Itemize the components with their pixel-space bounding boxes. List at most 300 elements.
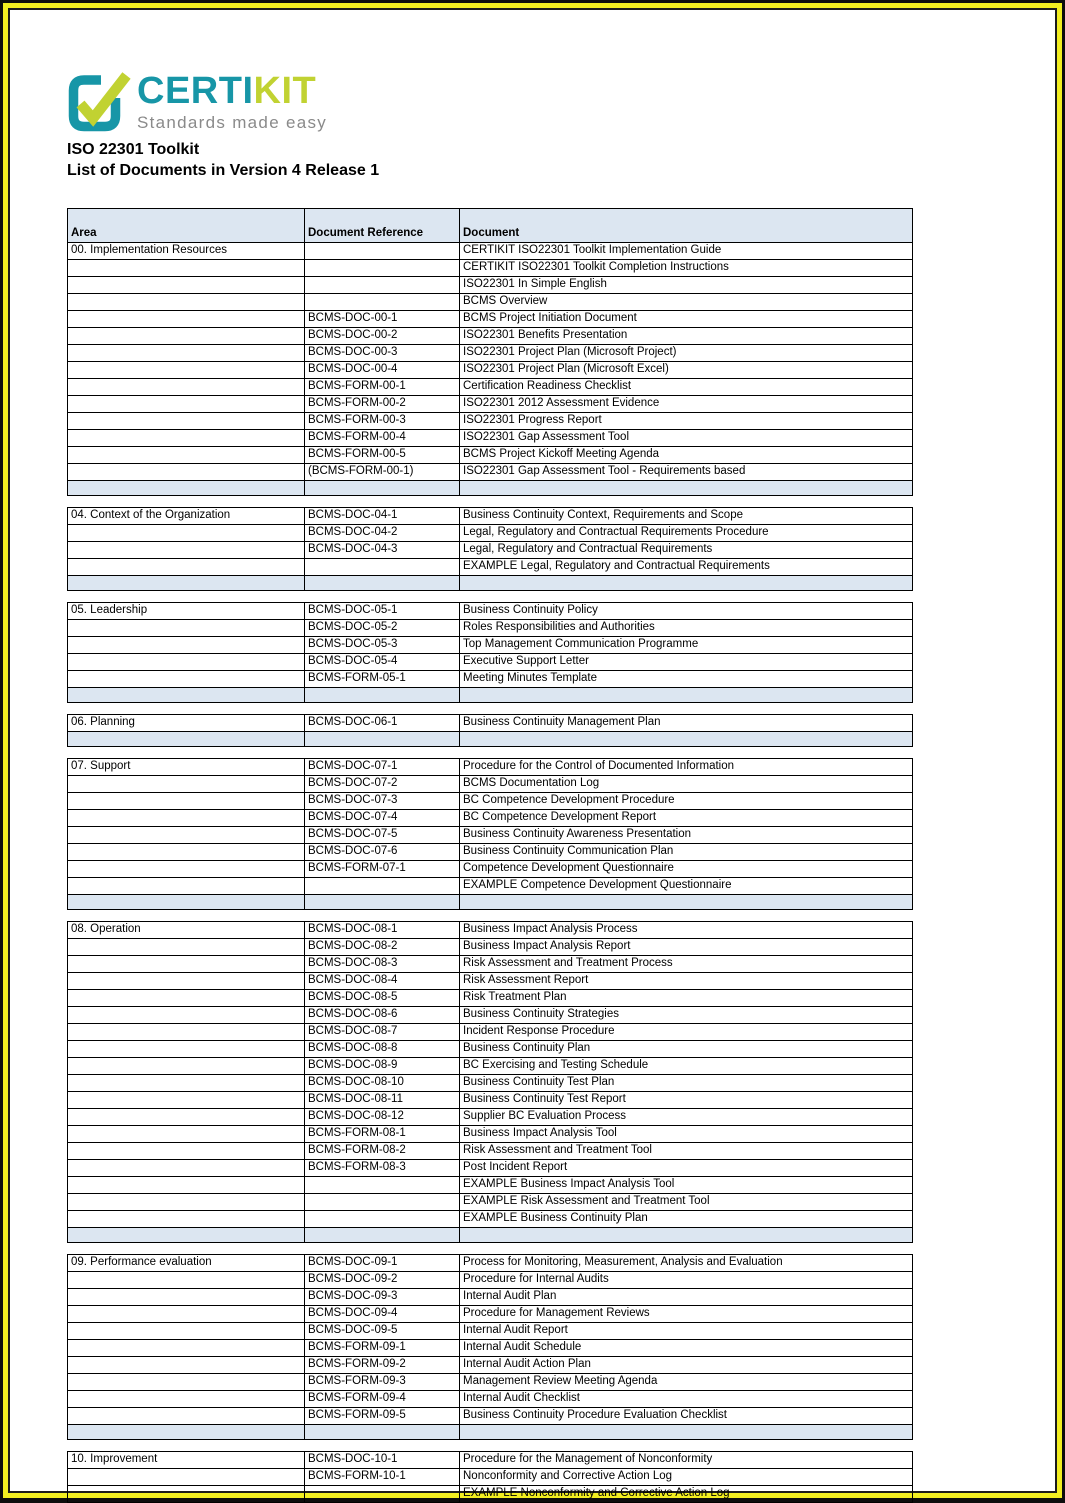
document-reference-cell: BCMS-DOC-07-1	[305, 759, 460, 776]
document-reference-cell: BCMS-DOC-05-4	[305, 654, 460, 671]
document-reference-cell: BCMS-DOC-08-9	[305, 1058, 460, 1075]
document-name-cell: Business Impact Analysis Report	[460, 939, 913, 956]
document-name-cell: Certification Readiness Checklist	[460, 379, 913, 396]
document-name-cell: Management Review Meeting Agenda	[460, 1374, 913, 1391]
area-cell	[68, 311, 305, 328]
document-reference-cell	[305, 260, 460, 277]
area-cell	[68, 1340, 305, 1357]
document-name-cell: Internal Audit Report	[460, 1323, 913, 1340]
document-name-cell: Business Continuity Procedure Evaluation Checklist	[460, 1408, 913, 1425]
table-header-row	[68, 209, 913, 243]
table-row	[68, 1255, 913, 1272]
document-reference-cell: BCMS-DOC-09-4	[305, 1306, 460, 1323]
document-name-cell: Procedure for the Control of Documented Information	[460, 759, 913, 776]
table-row	[68, 525, 913, 542]
table-row	[68, 956, 913, 973]
area-cell	[68, 844, 305, 861]
area-cell: 05. Leadership	[68, 603, 305, 620]
document-name-cell: ISO22301 Progress Report	[460, 413, 913, 430]
table-row	[68, 671, 913, 688]
area-cell	[68, 793, 305, 810]
document-name-cell: Business Impact Analysis Tool	[460, 1126, 913, 1143]
table-row	[68, 1092, 913, 1109]
document-name-cell: Business Continuity Plan	[460, 1041, 913, 1058]
table-row	[68, 1024, 913, 1041]
table-row	[68, 1452, 913, 1469]
area-cell	[68, 1357, 305, 1374]
table-row	[68, 654, 913, 671]
area-cell: 00. Implementation Resources	[68, 243, 305, 260]
area-cell	[68, 430, 305, 447]
table-row	[68, 328, 913, 345]
document-name-cell: ISO22301 In Simple English	[460, 277, 913, 294]
area-cell	[68, 1143, 305, 1160]
document-name-cell: BC Competence Development Procedure	[460, 793, 913, 810]
area-cell: 04. Context of the Organization	[68, 508, 305, 525]
document-name-cell: Internal Audit Action Plan	[460, 1357, 913, 1374]
area-cell	[68, 1160, 305, 1177]
document-reference-cell	[305, 878, 460, 895]
document-reference-cell: BCMS-DOC-04-1	[305, 508, 460, 525]
document-table-section-10	[67, 1451, 913, 1503]
document-name-cell: Procedure for Internal Audits	[460, 1272, 913, 1289]
table-row	[68, 1007, 913, 1024]
area-cell	[68, 447, 305, 464]
document-reference-cell: BCMS-DOC-06-1	[305, 715, 460, 732]
area-cell	[68, 776, 305, 793]
table-row	[68, 1211, 913, 1228]
document-name-cell: ISO22301 Project Plan (Microsoft Excel)	[460, 362, 913, 379]
document-reference-cell: BCMS-DOC-07-5	[305, 827, 460, 844]
table-row	[68, 1469, 913, 1486]
document-name-cell: Incident Response Procedure	[460, 1024, 913, 1041]
table-row	[68, 311, 913, 328]
document-reference-cell: BCMS-DOC-05-1	[305, 603, 460, 620]
document-reference-cell	[305, 1486, 460, 1503]
separator-cell	[68, 576, 305, 591]
area-cell	[68, 990, 305, 1007]
document-name-cell: Executive Support Letter	[460, 654, 913, 671]
table-row	[68, 827, 913, 844]
table-row	[68, 542, 913, 559]
document-reference-cell: BCMS-DOC-08-1	[305, 922, 460, 939]
document-reference-cell: BCMS-DOC-08-5	[305, 990, 460, 1007]
document-name-cell: EXAMPLE Competence Development Questionnaire	[460, 878, 913, 895]
brand-kit: KIT	[253, 70, 317, 112]
area-cell	[68, 260, 305, 277]
document-name-cell: Business Continuity Test Report	[460, 1092, 913, 1109]
table-row	[68, 1160, 913, 1177]
document-table-section-09	[67, 1254, 913, 1440]
document-reference-cell: BCMS-FORM-00-4	[305, 430, 460, 447]
table-row	[68, 1357, 913, 1374]
area-cell	[68, 939, 305, 956]
brand-certi: CERTI	[137, 70, 254, 112]
table-row	[68, 260, 913, 277]
document-name-cell: Internal Audit Checklist	[460, 1391, 913, 1408]
table-row	[68, 447, 913, 464]
area-cell	[68, 671, 305, 688]
area-cell	[68, 810, 305, 827]
area-cell	[68, 1323, 305, 1340]
table-row	[68, 430, 913, 447]
document-reference-cell: BCMS-DOC-07-6	[305, 844, 460, 861]
area-cell	[68, 1272, 305, 1289]
table-row	[68, 243, 913, 260]
separator-cell	[68, 481, 305, 496]
brand-name	[137, 72, 327, 110]
table-row	[68, 637, 913, 654]
logo-text	[137, 72, 327, 133]
document-reference-cell: BCMS-FORM-10-1	[305, 1469, 460, 1486]
document-table-section-04	[67, 507, 913, 591]
table-row	[68, 362, 913, 379]
document-reference-cell: BCMS-DOC-08-2	[305, 939, 460, 956]
area-cell: 07. Support	[68, 759, 305, 776]
separator-cell	[305, 1228, 460, 1243]
document-name-cell: CERTIKIT ISO22301 Toolkit Implementation Guide	[460, 243, 913, 260]
document-reference-cell: BCMS-DOC-09-2	[305, 1272, 460, 1289]
table-row	[68, 464, 913, 481]
document-name-cell: BCMS Project Initiation Document	[460, 311, 913, 328]
document-reference-cell	[305, 243, 460, 260]
document-name-cell: ISO22301 2012 Assessment Evidence	[460, 396, 913, 413]
table-row	[68, 939, 913, 956]
table-row	[68, 1408, 913, 1425]
document-reference-cell: BCMS-DOC-08-11	[305, 1092, 460, 1109]
table-row	[68, 1272, 913, 1289]
document-name-cell: EXAMPLE Legal, Regulatory and Contractual Requirements	[460, 559, 913, 576]
document-titles	[67, 139, 1055, 181]
area-cell	[68, 1486, 305, 1503]
section-separator-row	[68, 1425, 913, 1440]
document-name-cell: BCMS Overview	[460, 294, 913, 311]
table-row	[68, 810, 913, 827]
document-name-cell: ISO22301 Gap Assessment Tool - Requirements based	[460, 464, 913, 481]
document-name-cell: BCMS Project Kickoff Meeting Agenda	[460, 447, 913, 464]
document-name-cell: Business Continuity Context, Requirements and Scope	[460, 508, 913, 525]
table-row	[68, 345, 913, 362]
document-name-cell: Legal, Regulatory and Contractual Requirements Procedure	[460, 525, 913, 542]
document-reference-cell: BCMS-FORM-00-3	[305, 413, 460, 430]
area-cell	[68, 1092, 305, 1109]
table-row	[68, 1323, 913, 1340]
separator-cell	[460, 1228, 913, 1243]
area-cell	[68, 1469, 305, 1486]
certikit-logo	[67, 70, 1055, 134]
area-cell	[68, 1024, 305, 1041]
separator-cell	[460, 895, 913, 910]
table-row	[68, 861, 913, 878]
table-row	[68, 1289, 913, 1306]
document-reference-cell: BCMS-DOC-08-3	[305, 956, 460, 973]
document-reference-cell: BCMS-DOC-09-1	[305, 1255, 460, 1272]
document-table-section-05	[67, 602, 913, 703]
column-header: Area	[68, 209, 305, 243]
document-reference-cell	[305, 1211, 460, 1228]
area-cell	[68, 1126, 305, 1143]
document-name-cell: Roles Responsibilities and Authorities	[460, 620, 913, 637]
area-cell: 10. Improvement	[68, 1452, 305, 1469]
column-header: Document	[460, 209, 913, 243]
document-reference-cell: BCMS-DOC-08-4	[305, 973, 460, 990]
document-name-cell: EXAMPLE Risk Assessment and Treatment Tool	[460, 1194, 913, 1211]
area-cell	[68, 1041, 305, 1058]
document-reference-cell: BCMS-DOC-04-3	[305, 542, 460, 559]
table-row	[68, 922, 913, 939]
table-row	[68, 1126, 913, 1143]
document-name-cell: Business Continuity Policy	[460, 603, 913, 620]
document-reference-cell: BCMS-FORM-07-1	[305, 861, 460, 878]
document-reference-cell	[305, 1194, 460, 1211]
document-reference-cell: BCMS-FORM-09-5	[305, 1408, 460, 1425]
document-reference-cell: BCMS-DOC-09-3	[305, 1289, 460, 1306]
area-cell	[68, 277, 305, 294]
table-container	[67, 208, 1055, 1503]
table-row	[68, 1340, 913, 1357]
document-page	[8, 8, 1057, 1500]
document-reference-cell: BCMS-DOC-00-1	[305, 311, 460, 328]
area-cell	[68, 413, 305, 430]
document-name-cell: BCMS Documentation Log	[460, 776, 913, 793]
area-cell	[68, 973, 305, 990]
separator-cell	[305, 688, 460, 703]
document-reference-cell: BCMS-DOC-08-6	[305, 1007, 460, 1024]
brand-tagline: Standards made easy	[137, 113, 328, 132]
table-row	[68, 776, 913, 793]
document-name-cell: EXAMPLE Business Continuity Plan	[460, 1211, 913, 1228]
area-cell	[68, 654, 305, 671]
table-row	[68, 1306, 913, 1323]
document-reference-cell: BCMS-DOC-05-2	[305, 620, 460, 637]
area-cell	[68, 559, 305, 576]
document-reference-cell: BCMS-DOC-00-2	[305, 328, 460, 345]
area-cell	[68, 542, 305, 559]
document-table-section-00	[67, 208, 913, 496]
table-row	[68, 1486, 913, 1503]
separator-cell	[68, 1425, 305, 1440]
page-yellow-border	[3, 3, 1062, 1498]
area-cell	[68, 861, 305, 878]
table-row	[68, 620, 913, 637]
document-reference-cell: BCMS-DOC-08-10	[305, 1075, 460, 1092]
document-name-cell: Risk Assessment and Treatment Process	[460, 956, 913, 973]
document-name-cell: Business Continuity Strategies	[460, 1007, 913, 1024]
document-name-cell: Post Incident Report	[460, 1160, 913, 1177]
document-name-cell: Procedure for Management Reviews	[460, 1306, 913, 1323]
document-name-cell: EXAMPLE Business Impact Analysis Tool	[460, 1177, 913, 1194]
table-row	[68, 277, 913, 294]
document-name-cell: CERTIKIT ISO22301 Toolkit Completion Instructions	[460, 260, 913, 277]
section-separator-row	[68, 895, 913, 910]
area-cell	[68, 294, 305, 311]
document-reference-cell: BCMS-DOC-08-8	[305, 1041, 460, 1058]
document-reference-cell: BCMS-DOC-00-4	[305, 362, 460, 379]
area-cell	[68, 620, 305, 637]
area-cell	[68, 1177, 305, 1194]
table-row	[68, 1391, 913, 1408]
table-row	[68, 759, 913, 776]
area-cell	[68, 1211, 305, 1228]
document-name-cell: BC Competence Development Report	[460, 810, 913, 827]
document-table-section-08	[67, 921, 913, 1243]
document-name-cell: Legal, Regulatory and Contractual Requirements	[460, 542, 913, 559]
area-cell	[68, 1289, 305, 1306]
document-reference-cell: BCMS-DOC-08-12	[305, 1109, 460, 1126]
document-reference-cell: BCMS-FORM-00-1	[305, 379, 460, 396]
document-name-cell: Internal Audit Plan	[460, 1289, 913, 1306]
document-name-cell: Risk Assessment Report	[460, 973, 913, 990]
table-row	[68, 878, 913, 895]
area-cell	[68, 1075, 305, 1092]
document-reference-cell: BCMS-DOC-04-2	[305, 525, 460, 542]
document-reference-cell: BCMS-FORM-08-1	[305, 1126, 460, 1143]
area-cell	[68, 1374, 305, 1391]
separator-cell	[305, 1425, 460, 1440]
checkmark-box-icon	[67, 70, 131, 134]
area-cell	[68, 878, 305, 895]
separator-cell	[68, 732, 305, 747]
table-row	[68, 1041, 913, 1058]
table-row	[68, 1058, 913, 1075]
document-reference-cell	[305, 559, 460, 576]
area-cell	[68, 1408, 305, 1425]
table-row	[68, 1143, 913, 1160]
document-reference-cell: BCMS-FORM-09-4	[305, 1391, 460, 1408]
document-reference-cell	[305, 277, 460, 294]
area-cell	[68, 525, 305, 542]
area-cell	[68, 1391, 305, 1408]
section-separator-row	[68, 576, 913, 591]
document-reference-cell: BCMS-FORM-00-5	[305, 447, 460, 464]
area-cell	[68, 362, 305, 379]
document-reference-cell: BCMS-DOC-09-5	[305, 1323, 460, 1340]
document-name-cell: Supplier BC Evaluation Process	[460, 1109, 913, 1126]
document-name-cell: Risk Assessment and Treatment Tool	[460, 1143, 913, 1160]
area-cell	[68, 1007, 305, 1024]
area-cell	[68, 345, 305, 362]
document-reference-cell: BCMS-FORM-08-3	[305, 1160, 460, 1177]
document-reference-cell: BCMS-FORM-08-2	[305, 1143, 460, 1160]
document-name-cell: Meeting Minutes Template	[460, 671, 913, 688]
table-row	[68, 1177, 913, 1194]
table-row	[68, 973, 913, 990]
table-row	[68, 1075, 913, 1092]
document-name-cell: Business Continuity Management Plan	[460, 715, 913, 732]
table-row	[68, 294, 913, 311]
document-name-cell: Business Continuity Communication Plan	[460, 844, 913, 861]
separator-cell	[68, 688, 305, 703]
separator-cell	[68, 895, 305, 910]
document-reference-cell: BCMS-FORM-09-2	[305, 1357, 460, 1374]
area-cell	[68, 1306, 305, 1323]
table-row	[68, 413, 913, 430]
document-reference-cell: BCMS-FORM-09-1	[305, 1340, 460, 1357]
document-name-cell: Top Management Communication Programme	[460, 637, 913, 654]
document-name-cell: Nonconformity and Corrective Action Log	[460, 1469, 913, 1486]
document-name-cell: ISO22301 Project Plan (Microsoft Project)	[460, 345, 913, 362]
area-cell	[68, 379, 305, 396]
separator-cell	[305, 732, 460, 747]
separator-cell	[460, 576, 913, 591]
document-reference-cell	[305, 1177, 460, 1194]
document-name-cell: Risk Treatment Plan	[460, 990, 913, 1007]
document-reference-cell: BCMS-FORM-05-1	[305, 671, 460, 688]
area-cell	[68, 396, 305, 413]
table-row	[68, 379, 913, 396]
document-reference-cell: BCMS-DOC-00-3	[305, 345, 460, 362]
document-reference-cell: BCMS-DOC-10-1	[305, 1452, 460, 1469]
page-title: ISO 22301 Toolkit	[67, 141, 200, 158]
separator-cell	[68, 1228, 305, 1243]
area-cell: 06. Planning	[68, 715, 305, 732]
area-cell	[68, 637, 305, 654]
area-cell	[68, 827, 305, 844]
document-name-cell: ISO22301 Benefits Presentation	[460, 328, 913, 345]
area-cell	[68, 956, 305, 973]
table-row	[68, 559, 913, 576]
table-row	[68, 715, 913, 732]
separator-cell	[305, 895, 460, 910]
separator-cell	[305, 481, 460, 496]
area-cell: 08. Operation	[68, 922, 305, 939]
document-reference-cell: BCMS-DOC-05-3	[305, 637, 460, 654]
column-header: Document Reference	[305, 209, 460, 243]
document-name-cell: Internal Audit Schedule	[460, 1340, 913, 1357]
area-cell	[68, 1058, 305, 1075]
document-reference-cell: BCMS-DOC-07-2	[305, 776, 460, 793]
separator-cell	[460, 688, 913, 703]
table-row	[68, 396, 913, 413]
area-cell	[68, 1109, 305, 1126]
section-separator-row	[68, 732, 913, 747]
table-row	[68, 1194, 913, 1211]
section-separator-row	[68, 1228, 913, 1243]
document-name-cell: Business Continuity Test Plan	[460, 1075, 913, 1092]
document-name-cell: BC Exercising and Testing Schedule	[460, 1058, 913, 1075]
section-separator-row	[68, 688, 913, 703]
section-separator-row	[68, 481, 913, 496]
page-subtitle: List of Documents in Version 4 Release 1	[67, 162, 380, 179]
table-row	[68, 508, 913, 525]
separator-cell	[460, 732, 913, 747]
separator-cell	[460, 481, 913, 496]
table-row	[68, 603, 913, 620]
document-name-cell: Business Impact Analysis Process	[460, 922, 913, 939]
table-row	[68, 1109, 913, 1126]
document-name-cell: Process for Monitoring, Measurement, Analysis and Evaluation	[460, 1255, 913, 1272]
document-reference-cell	[305, 294, 460, 311]
document-table-section-06	[67, 714, 913, 747]
table-row	[68, 793, 913, 810]
document-reference-cell: BCMS-DOC-08-7	[305, 1024, 460, 1041]
document-name-cell: ISO22301 Gap Assessment Tool	[460, 430, 913, 447]
area-cell	[68, 1194, 305, 1211]
document-reference-cell: BCMS-DOC-07-4	[305, 810, 460, 827]
table-row	[68, 990, 913, 1007]
table-row	[68, 1374, 913, 1391]
area-cell	[68, 328, 305, 345]
document-reference-cell: BCMS-FORM-00-2	[305, 396, 460, 413]
document-reference-cell: (BCMS-FORM-00-1)	[305, 464, 460, 481]
document-table-section-07	[67, 758, 913, 910]
table-row	[68, 844, 913, 861]
separator-cell	[460, 1425, 913, 1440]
document-name-cell: Procedure for the Management of Nonconformity	[460, 1452, 913, 1469]
area-cell: 09. Performance evaluation	[68, 1255, 305, 1272]
document-name-cell: Competence Development Questionnaire	[460, 861, 913, 878]
document-name-cell: Business Continuity Awareness Presentation	[460, 827, 913, 844]
